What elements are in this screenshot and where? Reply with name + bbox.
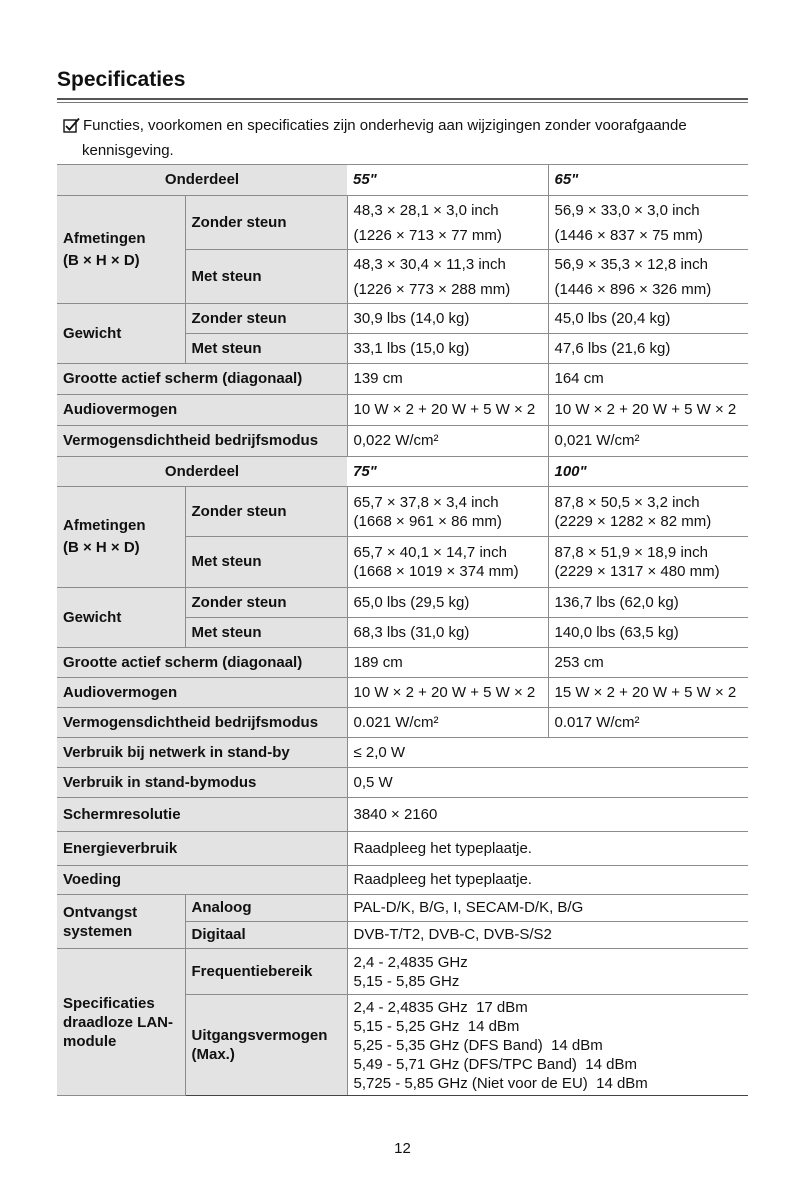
frequentie-value [347,949,748,995]
table-row [57,678,748,708]
cell-line: (1446 × 837 × 75 mm) [554,226,703,244]
met-steun-label: Met steun [185,250,347,304]
digitaal-label: Digitaal [185,922,347,949]
specifications-table [57,164,748,1096]
disclaimer-note [63,115,753,162]
onderdeel-header: Onderdeel [57,165,347,196]
voeding-label: Voeding [57,866,347,895]
dim-met-75 [347,537,548,588]
grootte-label: Grootte actief scherm (diagonaal) [57,364,347,395]
uitgang-label-2: (Max.) [191,1046,235,1063]
weight-zonder-75: 65,0 lbs (29,5 kg) [347,588,548,618]
energie-value: Raadpleeg het typeplaatje. [347,832,748,866]
table-row [57,196,748,250]
dim-zonder-65 [548,196,748,250]
wlan-label [57,949,185,1096]
table-row [57,768,748,798]
met-steun-label: Met steun [185,618,347,648]
model-100-header: 100" [548,457,748,487]
dichtheid-label: Vermogensdichtheid bedrijfsmodus [57,708,347,738]
dichtheid-label: Vermogensdichtheid bedrijfsmodus [57,426,347,457]
schermresolutie-label: Schermresolutie [57,798,347,832]
zonder-steun-label: Zonder steun [185,196,347,250]
title-rule-thin [57,102,748,103]
standby-netwerk-value: ≤ 2,0 W [347,738,748,768]
cell-line: (1668 × 961 × 86 mm) [353,512,502,530]
dim-zonder-100 [548,487,748,537]
table-row [57,708,748,738]
voeding-value: Raadpleeg het typeplaatje. [347,866,748,895]
cell-line: 2,4 - 2,4835 GHz 17 dBm [353,998,528,1016]
cell-line: (1226 × 713 × 77 mm) [353,226,502,244]
ontvangst-label [57,895,185,949]
size-75: 189 cm [347,648,548,678]
table-row [57,304,748,334]
table-row [57,426,748,457]
table-row [57,457,748,487]
table-row [57,588,748,618]
onderdeel-header: Onderdeel [57,457,347,487]
zonder-steun-label: Zonder steun [185,487,347,537]
standby-label: Verbruik in stand-bymodus [57,768,347,798]
cell-line: 5,49 - 5,71 GHz (DFS/TPC Band) 14 dBm [353,1055,637,1073]
weight-met-65: 47,6 lbs (21,6 kg) [548,334,748,364]
cell-line: (1446 × 896 × 326 mm) [554,280,712,298]
checked-note-icon [63,117,81,140]
wlan-label-1: Specificaties [63,994,155,1012]
weight-zonder-100: 136,7 lbs (62,0 kg) [548,588,748,618]
model-75-header: 75" [347,457,548,487]
weight-met-100: 140,0 lbs (63,5 kg) [548,618,748,648]
page-number: 12 [394,1140,411,1157]
size-55: 139 cm [347,364,548,395]
cell-line: 87,8 × 50,5 × 3,2 inch [554,493,700,511]
cell-line: (2229 × 1317 × 480 mm) [554,563,720,580]
title-rule [57,98,748,100]
table-row [57,165,748,196]
afmetingen-label-1: Afmetingen [63,229,146,247]
table-row [57,832,748,866]
cell-line: (2229 × 1282 × 82 mm) [554,512,712,530]
audio-100: 15 W × 2 + 20 W + 5 W × 2 [548,678,748,708]
analoog-value: PAL-D/K, B/G, I, SECAM-D/K, B/G [347,895,748,922]
dim-zonder-55 [347,196,548,250]
schermresolutie-value: 3840 × 2160 [347,798,748,832]
zonder-steun-label: Zonder steun [185,588,347,618]
zonder-steun-label: Zonder steun [185,304,347,334]
cell-line: 56,9 × 33,0 × 3,0 inch [554,201,700,219]
cell-line: 5,25 - 5,35 GHz (DFS Band) 14 dBm [353,1036,603,1054]
standby-value: 0,5 W [347,768,748,798]
cell-line: 5,15 - 5,25 GHz 14 dBm [353,1017,520,1035]
density-65: 0,021 W/cm² [548,426,748,457]
uitgangsvermogen-value [347,995,748,1096]
weight-zonder-65: 45,0 lbs (20,4 kg) [548,304,748,334]
afmetingen-label [57,196,185,304]
wlan-label-3: module [63,1032,117,1050]
cell-line: 48,3 × 28,1 × 3,0 inch [353,201,499,219]
gewicht-label: Gewicht [57,588,185,648]
uitgangsvermogen-label [185,995,347,1096]
cell-line: 87,8 × 51,9 × 18,9 inch [554,544,708,561]
table-row [57,949,748,995]
audio-65: 10 W × 2 + 20 W + 5 W × 2 [548,395,748,426]
cell-line: 65,7 × 37,8 × 3,4 inch [353,493,499,511]
cell-line: 5,15 - 5,85 GHz [353,972,460,990]
table-row [57,395,748,426]
table-row [57,487,748,537]
model-55-header: 55" [347,165,548,196]
audio-55: 10 W × 2 + 20 W + 5 W × 2 [347,395,548,426]
audio-label: Audiovermogen [57,395,347,426]
weight-met-75: 68,3 lbs (31,0 kg) [347,618,548,648]
cell-line: 5,725 - 5,85 GHz (Niet voor de EU) 14 dBm [353,1074,648,1092]
note-line-1: Functies, voorkomen en specificaties zijn onderhevig aan wijzigingen zonder voorafgaande [83,117,687,134]
table-row [57,895,748,922]
energie-label: Energieverbruik [57,832,347,866]
ontvangst-label-1: Ontvangst [63,903,138,921]
table-row [57,866,748,895]
wlan-label-2: draadloze LAN- [63,1013,174,1031]
table-row [57,738,748,768]
digitaal-value: DVB-T/T2, DVB-C, DVB-S/S2 [347,922,748,949]
dim-met-100 [548,537,748,588]
density-75: 0.021 W/cm² [347,708,548,738]
cell-line: 56,9 × 35,3 × 12,8 inch [554,255,708,273]
cell-line: (1226 × 773 × 288 mm) [353,280,511,298]
met-steun-label: Met steun [185,334,347,364]
dim-zonder-75 [347,487,548,537]
size-100: 253 cm [548,648,748,678]
met-steun-label: Met steun [185,537,347,588]
ontvangst-label-2: systemen [63,922,133,940]
audio-75: 10 W × 2 + 20 W + 5 W × 2 [347,678,548,708]
standby-netwerk-label: Verbruik bij netwerk in stand-by [57,738,347,768]
size-65: 164 cm [548,364,748,395]
afmetingen-label [57,487,185,588]
note-line-2: kennisgeving. [82,142,174,159]
grootte-label: Grootte actief scherm (diagonaal) [57,648,347,678]
afmetingen-label-2: (B × H × D) [63,539,140,556]
weight-met-55: 33,1 lbs (15,0 kg) [347,334,548,364]
gewicht-label: Gewicht [57,304,185,364]
dim-met-65 [548,250,748,304]
table-row [57,648,748,678]
model-65-header: 65" [548,165,748,196]
density-55: 0,022 W/cm² [347,426,548,457]
cell-line: 65,7 × 40,1 × 14,7 inch [353,544,507,561]
afmetingen-label-2: (B × H × D) [63,251,140,269]
table-row [57,798,748,832]
analoog-label: Analoog [185,895,347,922]
cell-line: 48,3 × 30,4 × 11,3 inch [353,255,506,273]
cell-line: 2,4 - 2,4835 GHz [353,953,468,971]
cell-line: (1668 × 1019 × 374 mm) [353,563,519,580]
frequentie-label: Frequentiebereik [185,949,347,995]
afmetingen-label-1: Afmetingen [63,517,146,534]
page-title: Specificaties [57,68,186,91]
audio-label: Audiovermogen [57,678,347,708]
table-row [57,364,748,395]
uitgang-label-1: Uitgangsvermogen [191,1027,328,1044]
density-100: 0.017 W/cm² [548,708,748,738]
weight-zonder-55: 30,9 lbs (14,0 kg) [347,304,548,334]
dim-met-55 [347,250,548,304]
